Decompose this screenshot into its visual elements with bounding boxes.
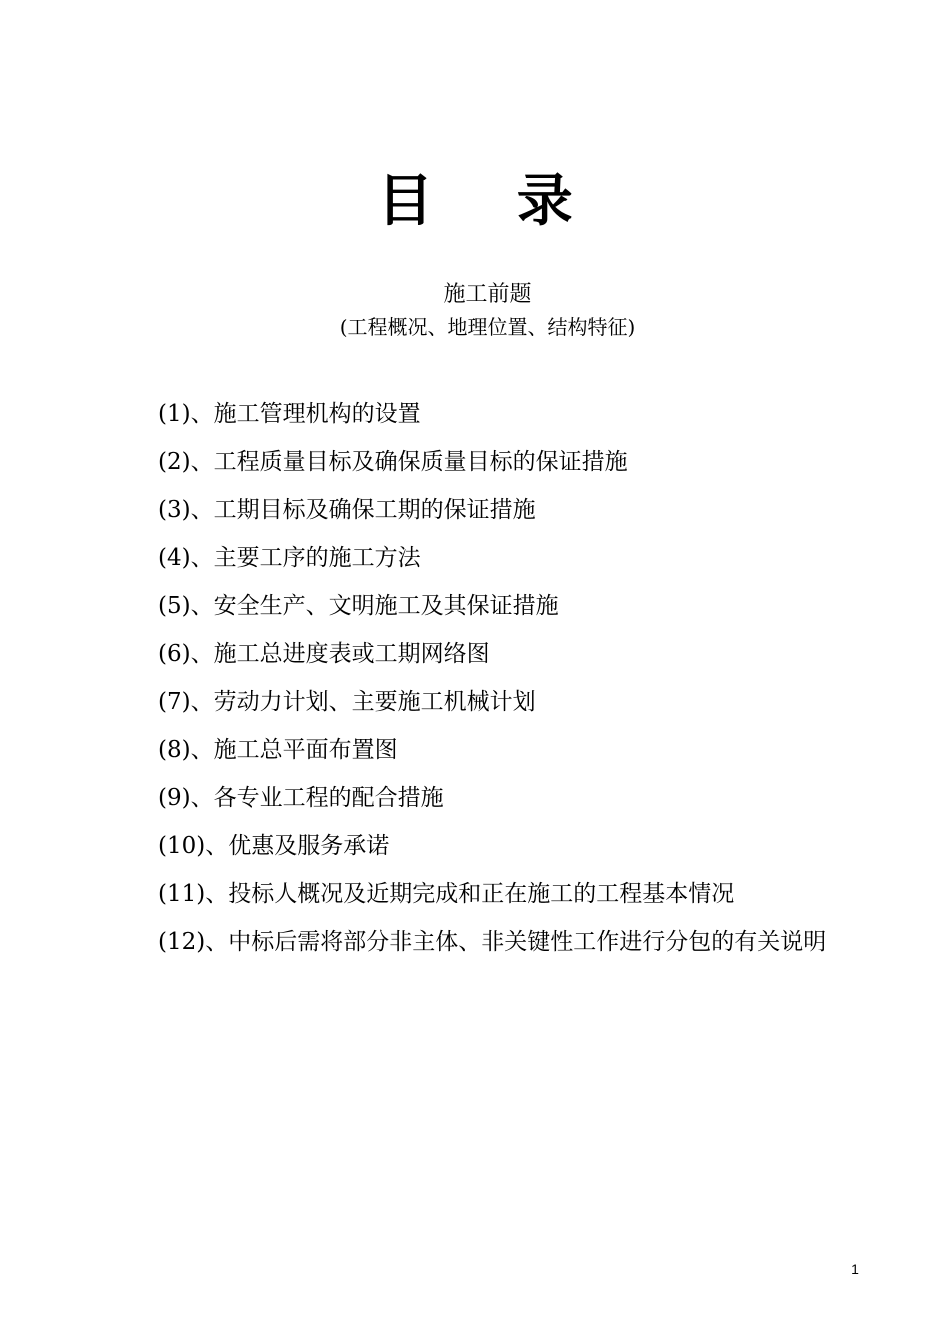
section-subtitle: (工程概况、地理位置、结构特征) (339, 315, 636, 339)
toc-item-7: (7)、劳动力计划、主要施工机械计划 (158, 689, 536, 715)
toc-item-4: (4)、主要工序的施工方法 (158, 545, 421, 571)
toc-item-11: (11)、投标人概况及近期完成和正在施工的工程基本情况 (158, 881, 735, 907)
toc-item-3: (3)、工期目标及确保工期的保证措施 (158, 497, 536, 523)
page-number: 1 (851, 1261, 859, 1277)
toc-item-9: (9)、各专业工程的配合措施 (158, 785, 444, 811)
table-of-contents (158, 396, 918, 972)
toc-item-12: (12)、中标后需将部分非主体、非关键性工作进行分包的有关说明 (158, 929, 827, 955)
section-title: 施工前题 (443, 282, 532, 307)
toc-item-1: (1)、施工管理机构的设置 (158, 401, 421, 427)
toc-item-5: (5)、安全生产、文明施工及其保证措施 (158, 593, 559, 619)
toc-item-8: (8)、施工总平面布置图 (158, 737, 398, 763)
toc-item-10: (10)、优惠及服务承诺 (158, 833, 390, 859)
toc-item-2: (2)、工程质量目标及确保质量目标的保证措施 (158, 449, 628, 475)
toc-item-6: (6)、施工总进度表或工期网络图 (158, 641, 490, 667)
page-title: 目 录 (377, 169, 605, 234)
